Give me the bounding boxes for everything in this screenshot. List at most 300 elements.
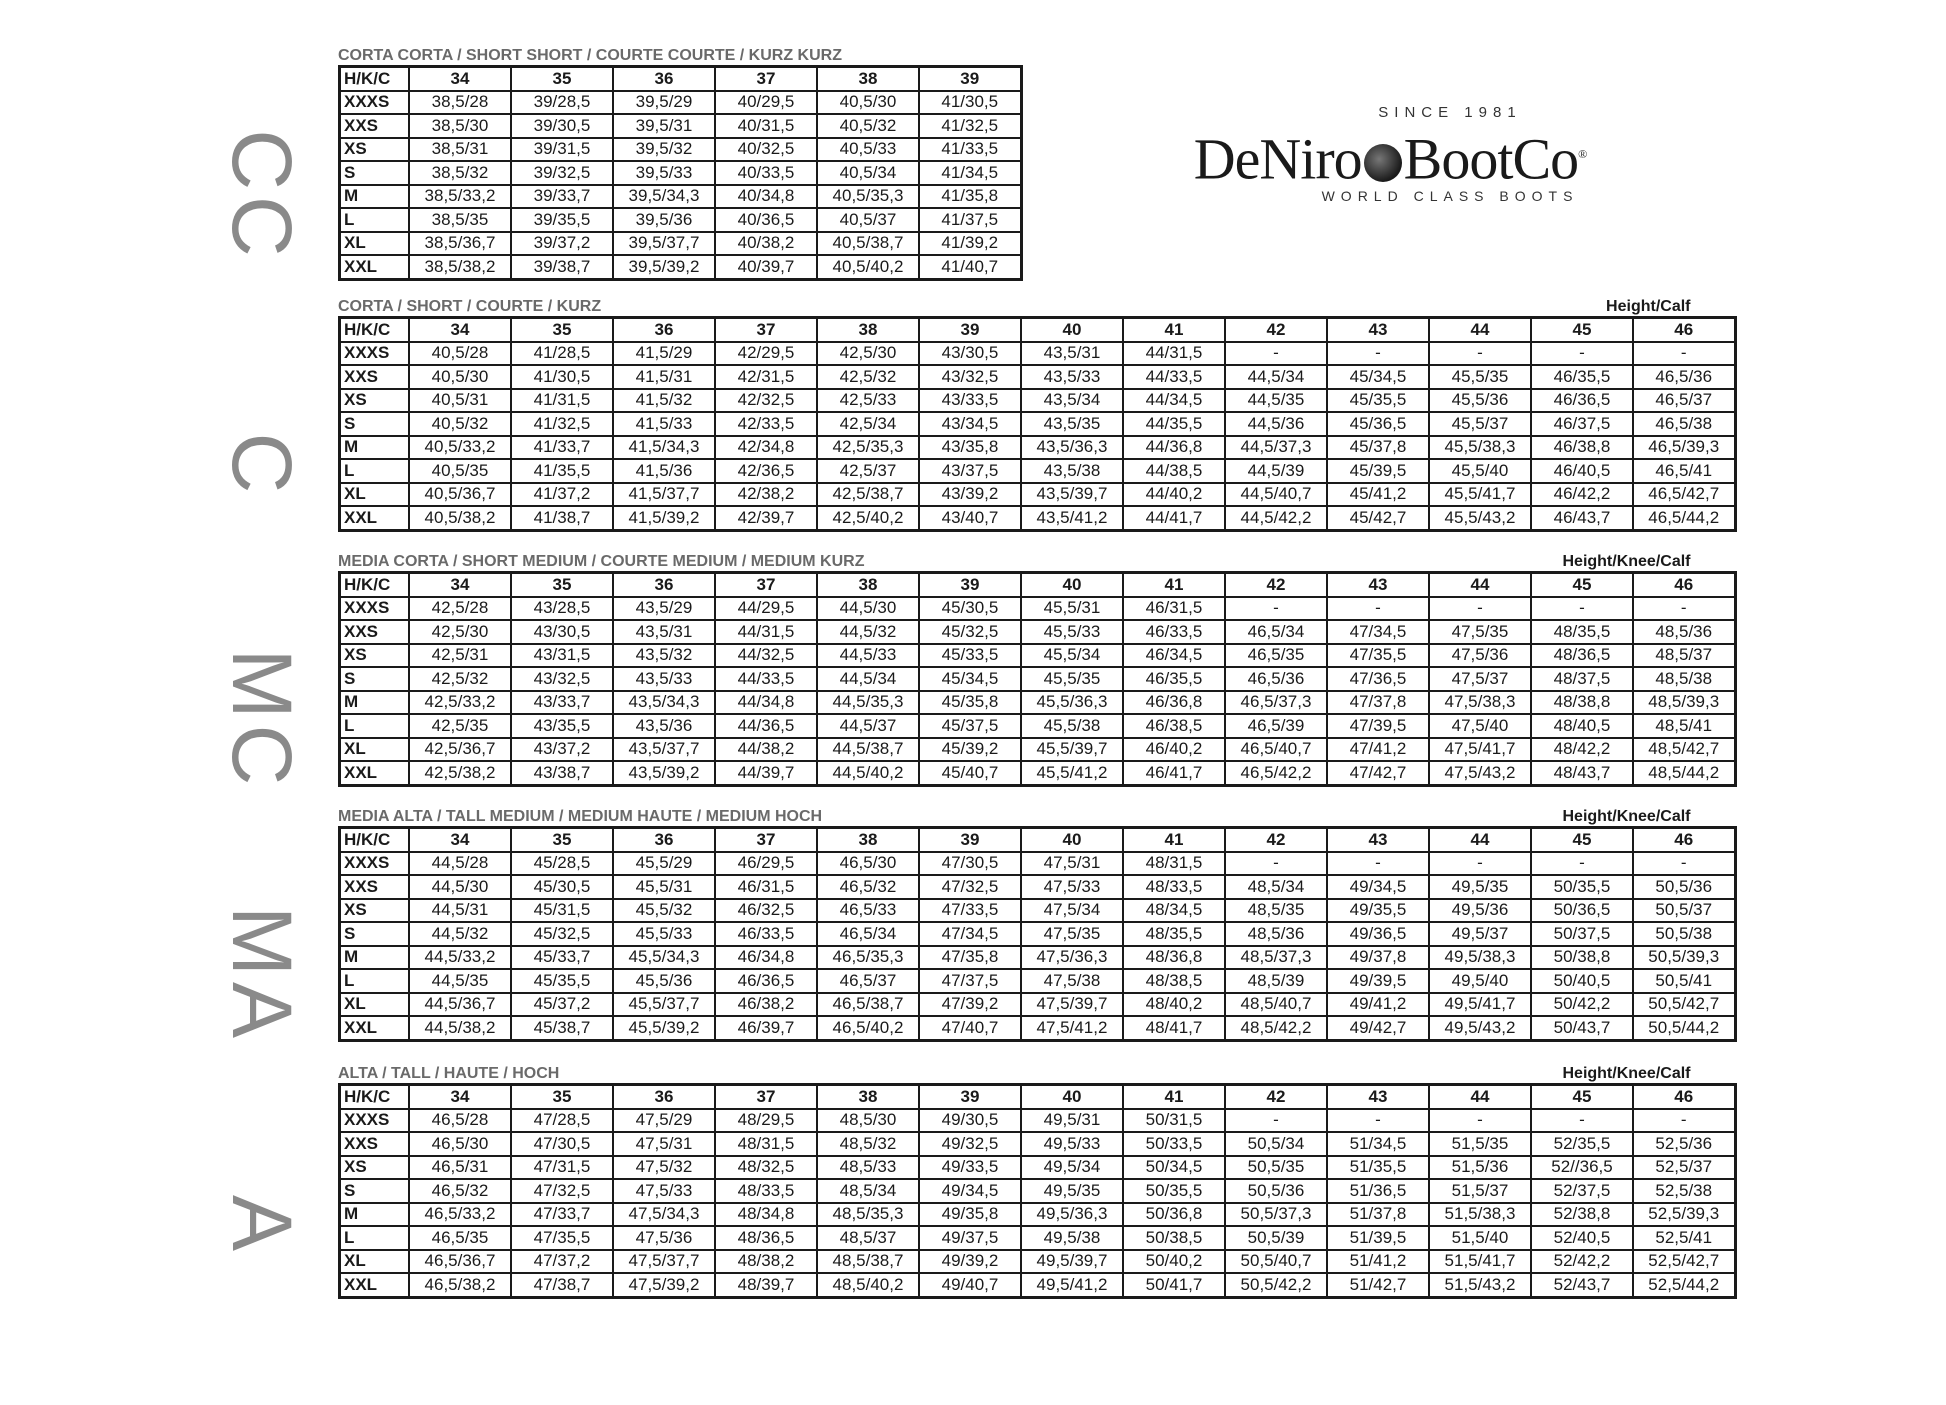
- corner-header: H/K/C: [340, 318, 410, 342]
- measurement-cell: 52/38,8: [1531, 1203, 1633, 1227]
- shoe-size-header: 36: [613, 573, 715, 597]
- measurement-cell: 40/36,5: [715, 208, 817, 232]
- corner-header: H/K/C: [340, 573, 410, 597]
- shoe-size-header: 43: [1327, 318, 1429, 342]
- measurement-cell: 41/31,5: [511, 389, 613, 413]
- brand-logo: [1150, 104, 1630, 204]
- measurement-cell: 51,5/38,3: [1429, 1203, 1531, 1227]
- measurement-cell: 48/36,5: [715, 1226, 817, 1250]
- size-label: XXS: [340, 875, 410, 899]
- measurement-cell: 45/35,5: [511, 969, 613, 993]
- shoe-size-header: 34: [409, 828, 511, 852]
- table-row: [340, 1273, 1736, 1297]
- measurement-cell: 44,5/39: [1225, 459, 1327, 483]
- measurement-cell: 46,5/36: [1225, 667, 1327, 691]
- measurement-cell: 48/36,5: [1531, 644, 1633, 668]
- measurement-cell: 39,5/31: [613, 114, 715, 138]
- measurement-cell: 42,5/33: [817, 389, 919, 413]
- table-row: [340, 412, 1736, 436]
- measurement-cell: 48/34,5: [1123, 899, 1225, 923]
- shoe-size-header: 38: [817, 573, 919, 597]
- measurement-cell: 48,5/37: [817, 1226, 919, 1250]
- measurement-cell: 49/36,5: [1327, 922, 1429, 946]
- measurement-cell: 42,5/32: [817, 365, 919, 389]
- measurement-cell: 46/38,8: [1531, 436, 1633, 460]
- measurement-cell: 43,5/35: [1021, 412, 1123, 436]
- logo-since-text: SINCE 1981: [1378, 104, 1522, 121]
- measurement-cell: 38,5/28: [409, 91, 511, 115]
- corner-header: H/K/C: [340, 1085, 410, 1109]
- measurement-cell: 49,5/35: [1021, 1179, 1123, 1203]
- measurement-cell: 50/35,5: [1531, 875, 1633, 899]
- table-row: [340, 597, 1736, 621]
- measurement-cell: -: [1225, 597, 1327, 621]
- measurement-cell: 45,5/36: [1429, 389, 1531, 413]
- table-row: [340, 342, 1736, 366]
- measurement-cell: 45,5/36,3: [1021, 691, 1123, 715]
- measurement-cell: 48,5/39: [1225, 969, 1327, 993]
- measurement-cell: 44/33,5: [1123, 365, 1225, 389]
- shoe-size-header: 39: [919, 67, 1021, 91]
- measurement-cell: 49,5/41,7: [1429, 993, 1531, 1017]
- measurement-cell: 41/30,5: [511, 365, 613, 389]
- shoe-size-header: 42: [1225, 573, 1327, 597]
- measurement-cell: 40,5/30: [409, 365, 511, 389]
- table-row: [340, 185, 1022, 209]
- measurement-cell: 45/32,5: [919, 620, 1021, 644]
- section-caption: [338, 552, 1737, 571]
- measurement-cell: 47/33,7: [511, 1203, 613, 1227]
- measurement-cell: 52/43,7: [1531, 1273, 1633, 1297]
- measurement-cell: 46,5/38,7: [817, 993, 919, 1017]
- measurement-cell: -: [1429, 1109, 1531, 1133]
- measurement-cell: 46,5/37,3: [1225, 691, 1327, 715]
- measurement-cell: 46/40,2: [1123, 738, 1225, 762]
- table-row: [340, 389, 1736, 413]
- measurement-cell: 44/41,7: [1123, 506, 1225, 530]
- measurement-cell: 41,5/33: [613, 412, 715, 436]
- measurement-cell: 46/31,5: [715, 875, 817, 899]
- measurement-cell: 46,5/41: [1633, 459, 1735, 483]
- size-label: XXL: [340, 1273, 410, 1297]
- measurement-cell: 45/37,5: [919, 714, 1021, 738]
- measurement-cell: 43,5/33: [613, 667, 715, 691]
- measurement-cell: 44,5/34: [1225, 365, 1327, 389]
- table-row: [340, 922, 1736, 946]
- measurement-cell: 45/39,2: [919, 738, 1021, 762]
- shoe-size-header: 34: [409, 573, 511, 597]
- shoe-size-header: 39: [919, 828, 1021, 852]
- shoe-size-header: 38: [817, 1085, 919, 1109]
- measurement-cell: 43/40,7: [919, 506, 1021, 530]
- shoe-size-header: 36: [613, 828, 715, 852]
- shoe-size-header: 40: [1021, 318, 1123, 342]
- measurement-cell: 44/38,2: [715, 738, 817, 762]
- table-row: [340, 232, 1022, 256]
- measurement-cell: 42,5/33,2: [409, 691, 511, 715]
- measurement-cell: 41/37,5: [919, 208, 1021, 232]
- shoe-size-header: 46: [1633, 318, 1735, 342]
- measurement-cell: 51,5/41,7: [1429, 1250, 1531, 1274]
- measurement-cell: 40,5/28: [409, 342, 511, 366]
- measurement-cell: 46,5/42,7: [1633, 483, 1735, 507]
- measurement-cell: 47,5/34,3: [613, 1203, 715, 1227]
- logo-tagline: WORLD CLASS BOOTS: [1321, 188, 1579, 205]
- measurement-cell: 47/34,5: [919, 922, 1021, 946]
- shoe-size-header: 36: [613, 318, 715, 342]
- measurement-cell: 48/42,2: [1531, 738, 1633, 762]
- measurement-cell: -: [1429, 342, 1531, 366]
- table-row: [340, 1179, 1736, 1203]
- measurement-cell: 49,5/35: [1429, 875, 1531, 899]
- shoe-size-header: 44: [1429, 828, 1531, 852]
- size-section-short: [338, 297, 1737, 532]
- measurement-cell: 44,5/40,7: [1225, 483, 1327, 507]
- measurement-cell: 40,5/38,7: [817, 232, 919, 256]
- measurement-cell: 46,5/35: [409, 1226, 511, 1250]
- size-label: M: [340, 436, 410, 460]
- table-row: [340, 91, 1022, 115]
- section-caption: [338, 807, 1737, 826]
- measurement-cell: 46,5/38,2: [409, 1273, 511, 1297]
- measurement-cell: 39/33,7: [511, 185, 613, 209]
- measurement-cell: 47/41,2: [1327, 738, 1429, 762]
- measurement-cell: 46,5/37: [1633, 389, 1735, 413]
- measurement-cell: 45,5/37: [1429, 412, 1531, 436]
- logo-wordmark: [1150, 123, 1630, 190]
- measurement-cell: 48/43,7: [1531, 761, 1633, 785]
- measurement-cell: 52,5/41: [1633, 1226, 1735, 1250]
- measurement-cell: 46,5/37: [817, 969, 919, 993]
- measurement-cell: 40,5/30: [817, 91, 919, 115]
- measurement-cell: 45,5/41,2: [1021, 761, 1123, 785]
- measurement-cell: 49,5/34: [1021, 1156, 1123, 1180]
- measurement-cell: 41/38,7: [511, 506, 613, 530]
- measurement-cell: 43/31,5: [511, 644, 613, 668]
- measurement-cell: 44,5/30: [817, 597, 919, 621]
- measurement-cell: -: [1327, 1109, 1429, 1133]
- measurement-cell: 45/42,7: [1327, 506, 1429, 530]
- measurement-cell: 52/35,5: [1531, 1132, 1633, 1156]
- measurement-cell: 45/41,2: [1327, 483, 1429, 507]
- measurement-cell: 43/28,5: [511, 597, 613, 621]
- measurement-cell: 46/29,5: [715, 852, 817, 876]
- measurement-cell: 39/30,5: [511, 114, 613, 138]
- measurement-cell: 46/37,5: [1531, 412, 1633, 436]
- measurement-cell: 45/32,5: [511, 922, 613, 946]
- shoe-size-header: 35: [511, 67, 613, 91]
- shoe-size-header: 40: [1021, 573, 1123, 597]
- measurement-cell: 44,5/34: [817, 667, 919, 691]
- measurement-cell: 40,5/35: [409, 459, 511, 483]
- measurement-cell: 47/34,5: [1327, 620, 1429, 644]
- measurement-cell: 44,5/31: [409, 899, 511, 923]
- measurement-cell: 48,5/36: [1633, 620, 1735, 644]
- measurement-cell: 50,5/37: [1633, 899, 1735, 923]
- measurement-cell: 46,5/36,7: [409, 1250, 511, 1274]
- measurement-cell: 48/36,8: [1123, 946, 1225, 970]
- header-row: [340, 67, 1022, 91]
- measurement-cell: 52,5/44,2: [1633, 1273, 1735, 1297]
- measurement-cell: 44/29,5: [715, 597, 817, 621]
- shoe-size-header: 39: [919, 573, 1021, 597]
- measurement-cell: 47/37,5: [919, 969, 1021, 993]
- measurement-cell: -: [1327, 852, 1429, 876]
- section-caption: [338, 297, 1737, 316]
- measurement-cell: 50/36,5: [1531, 899, 1633, 923]
- measurement-cell: 40,5/31: [409, 389, 511, 413]
- measurement-cell: 50/35,5: [1123, 1179, 1225, 1203]
- measurement-cell: 46/39,7: [715, 1016, 817, 1040]
- table-row: [340, 899, 1736, 923]
- measurement-cell: 42,5/30: [817, 342, 919, 366]
- table-row: [340, 852, 1736, 876]
- measurement-cell: 48,5/40,2: [817, 1273, 919, 1297]
- table-row: [340, 1109, 1736, 1133]
- side-label-mc: MC: [215, 648, 309, 792]
- measurement-cell: -: [1429, 852, 1531, 876]
- table-row: [340, 208, 1022, 232]
- measurement-cell: 40/31,5: [715, 114, 817, 138]
- measurement-cell: 49/39,5: [1327, 969, 1429, 993]
- header-row: [340, 828, 1736, 852]
- measurement-cell: -: [1225, 1109, 1327, 1133]
- size-table-tall: [338, 1083, 1737, 1299]
- measurement-cell: 45/33,7: [511, 946, 613, 970]
- measurement-cell: 41,5/34,3: [613, 436, 715, 460]
- measurement-cell: 43,5/36,3: [1021, 436, 1123, 460]
- measurement-cell: 47/28,5: [511, 1109, 613, 1133]
- measurement-cell: 48,5/30: [817, 1109, 919, 1133]
- measurement-cell: 40/39,7: [715, 255, 817, 279]
- measurement-cell: 47/35,5: [511, 1226, 613, 1250]
- size-table-short: [338, 316, 1737, 532]
- measurement-cell: 49/41,2: [1327, 993, 1429, 1017]
- measurement-cell: 52,5/42,7: [1633, 1250, 1735, 1274]
- logo-brand-right: BootCo: [1403, 126, 1579, 192]
- measurement-cell: 47/32,5: [511, 1179, 613, 1203]
- measurement-cell: 43,5/31: [1021, 342, 1123, 366]
- measurement-cell: 45/35,8: [919, 691, 1021, 715]
- size-label: XXS: [340, 365, 410, 389]
- measurement-cell: 52,5/39,3: [1633, 1203, 1735, 1227]
- measurement-cell: 46,5/40,2: [817, 1016, 919, 1040]
- size-label: S: [340, 161, 410, 185]
- corner-header: H/K/C: [340, 67, 410, 91]
- measurement-cell: 48/31,5: [715, 1132, 817, 1156]
- size-table-short-short: [338, 65, 1023, 281]
- measurement-cell: 51,5/35: [1429, 1132, 1531, 1156]
- table-row: [340, 714, 1736, 738]
- measurement-cell: 50,5/37,3: [1225, 1203, 1327, 1227]
- measurement-cell: 44,5/37: [817, 714, 919, 738]
- measurement-cell: 40,5/35,3: [817, 185, 919, 209]
- measurement-cell: 41/35,8: [919, 185, 1021, 209]
- measurement-cell: 44/34,5: [1123, 389, 1225, 413]
- table-row: [340, 946, 1736, 970]
- measurement-cell: 48/40,2: [1123, 993, 1225, 1017]
- measurement-cell: 46,5/42,2: [1225, 761, 1327, 785]
- measurement-cell: 45/35,5: [1327, 389, 1429, 413]
- measurement-cell: 47/30,5: [919, 852, 1021, 876]
- measurement-cell: 47/42,7: [1327, 761, 1429, 785]
- measurement-cell: 47/33,5: [919, 899, 1021, 923]
- size-label: XS: [340, 644, 410, 668]
- measurement-cell: 46/33,5: [715, 922, 817, 946]
- measurement-cell: 47,5/36,3: [1021, 946, 1123, 970]
- measurement-cell: 46,5/36: [1633, 365, 1735, 389]
- measurement-cell: 44,5/28: [409, 852, 511, 876]
- section-title: MEDIA CORTA / SHORT MEDIUM / COURTE MEDIUM / MEDIUM KURZ: [338, 553, 865, 570]
- measurement-cell: 39,5/29: [613, 91, 715, 115]
- measurement-cell: 43/30,5: [511, 620, 613, 644]
- measurement-cell: 40,5/34: [817, 161, 919, 185]
- measurement-cell: 50/40,5: [1531, 969, 1633, 993]
- measurement-cell: 45,5/35: [1429, 365, 1531, 389]
- measurement-cell: 43,5/29: [613, 597, 715, 621]
- measurement-cell: 44/34,8: [715, 691, 817, 715]
- measurement-cell: 51,5/37: [1429, 1179, 1531, 1203]
- measurement-cell: 41/30,5: [919, 91, 1021, 115]
- measurement-cell: 43/37,5: [919, 459, 1021, 483]
- size-label: XS: [340, 1156, 410, 1180]
- measurement-cell: 46/32,5: [715, 899, 817, 923]
- measurement-cell: 48/33,5: [1123, 875, 1225, 899]
- measure-label: Height/Knee/Calf: [1562, 1065, 1691, 1082]
- measurement-cell: 45/37,8: [1327, 436, 1429, 460]
- measurement-cell: -: [1225, 852, 1327, 876]
- measurement-cell: 44,5/35,3: [817, 691, 919, 715]
- measurement-cell: 48,5/33: [817, 1156, 919, 1180]
- measurement-cell: -: [1327, 342, 1429, 366]
- measurement-cell: 41/33,5: [919, 138, 1021, 162]
- measurement-cell: 44,5/30: [409, 875, 511, 899]
- size-section-tall-medium: [338, 807, 1737, 1042]
- measurement-cell: 38,5/36,7: [409, 232, 511, 256]
- table-row: [340, 1156, 1736, 1180]
- measurement-cell: 47/38,7: [511, 1273, 613, 1297]
- measurement-cell: 47,5/40: [1429, 714, 1531, 738]
- measurement-cell: 45,5/37,7: [613, 993, 715, 1017]
- table-row: [340, 114, 1022, 138]
- measurement-cell: 45,5/38: [1021, 714, 1123, 738]
- measurement-cell: 42,5/31: [409, 644, 511, 668]
- measurement-cell: 49,5/36,3: [1021, 1203, 1123, 1227]
- measurement-cell: 42/31,5: [715, 365, 817, 389]
- measurement-cell: 47/35,8: [919, 946, 1021, 970]
- measurement-cell: 48/41,7: [1123, 1016, 1225, 1040]
- measurement-cell: -: [1531, 342, 1633, 366]
- measurement-cell: 46/40,5: [1531, 459, 1633, 483]
- measurement-cell: 46/41,7: [1123, 761, 1225, 785]
- measurement-cell: 43/32,5: [919, 365, 1021, 389]
- measurement-cell: 47/39,5: [1327, 714, 1429, 738]
- measurement-cell: 45,5/43,2: [1429, 506, 1531, 530]
- size-label: XL: [340, 993, 410, 1017]
- shoe-size-header: 43: [1327, 1085, 1429, 1109]
- measurement-cell: 47,5/38: [1021, 969, 1123, 993]
- measurement-cell: 51/42,7: [1327, 1273, 1429, 1297]
- measurement-cell: 49/35,8: [919, 1203, 1021, 1227]
- measurement-cell: 50,5/36: [1633, 875, 1735, 899]
- measurement-cell: 46,5/35,3: [817, 946, 919, 970]
- measurement-cell: 44/32,5: [715, 644, 817, 668]
- measurement-cell: 45,5/41,7: [1429, 483, 1531, 507]
- measurement-cell: 47,5/41,7: [1429, 738, 1531, 762]
- size-label: XXXS: [340, 597, 410, 621]
- measurement-cell: 45,5/31: [613, 875, 715, 899]
- measurement-cell: 47/35,5: [1327, 644, 1429, 668]
- table-row: [340, 993, 1736, 1017]
- size-label: XS: [340, 138, 410, 162]
- measurement-cell: 46/33,5: [1123, 620, 1225, 644]
- measurement-cell: 49/34,5: [919, 1179, 1021, 1203]
- measurement-cell: 43/33,7: [511, 691, 613, 715]
- shoe-size-header: 46: [1633, 828, 1735, 852]
- measurement-cell: 50,5/38: [1633, 922, 1735, 946]
- measurement-cell: 43,5/31: [613, 620, 715, 644]
- measurement-cell: 50/40,2: [1123, 1250, 1225, 1274]
- measurement-cell: 47/37,8: [1327, 691, 1429, 715]
- size-label: M: [340, 691, 410, 715]
- measurement-cell: 50/34,5: [1123, 1156, 1225, 1180]
- table-row: [340, 620, 1736, 644]
- measurement-cell: 49/32,5: [919, 1132, 1021, 1156]
- measurement-cell: 41/37,2: [511, 483, 613, 507]
- measurement-cell: 41,5/31: [613, 365, 715, 389]
- measurement-cell: 47/31,5: [511, 1156, 613, 1180]
- table-row: [340, 161, 1022, 185]
- shoe-size-header: 37: [715, 67, 817, 91]
- measurement-cell: 44/33,5: [715, 667, 817, 691]
- size-label: XXL: [340, 506, 410, 530]
- measurement-cell: 41/39,2: [919, 232, 1021, 256]
- measurement-cell: 43/38,7: [511, 761, 613, 785]
- measurement-cell: 44,5/40,2: [817, 761, 919, 785]
- shoe-size-header: 37: [715, 1085, 817, 1109]
- measurement-cell: 47/39,2: [919, 993, 1021, 1017]
- shoe-size-header: 44: [1429, 318, 1531, 342]
- measurement-cell: 39/28,5: [511, 91, 613, 115]
- shoe-size-header: 38: [817, 67, 919, 91]
- table-row: [340, 738, 1736, 762]
- measurement-cell: 39/32,5: [511, 161, 613, 185]
- measurement-cell: 48,5/34: [817, 1179, 919, 1203]
- measurement-cell: -: [1531, 597, 1633, 621]
- measurement-cell: 45,5/40: [1429, 459, 1531, 483]
- measurement-cell: 42/36,5: [715, 459, 817, 483]
- size-section-short-short: [338, 46, 1023, 281]
- measurement-cell: 41,5/29: [613, 342, 715, 366]
- size-label: XXS: [340, 1132, 410, 1156]
- table-row: [340, 1016, 1736, 1040]
- measurement-cell: 40,5/33,2: [409, 436, 511, 460]
- measurement-cell: 47/36,5: [1327, 667, 1429, 691]
- size-label: XL: [340, 232, 410, 256]
- measurement-cell: 45/38,7: [511, 1016, 613, 1040]
- measurement-cell: 38,5/32: [409, 161, 511, 185]
- size-section-tall: [338, 1064, 1737, 1299]
- measurement-cell: -: [1633, 597, 1735, 621]
- measurement-cell: 46,5/34: [1225, 620, 1327, 644]
- measurement-cell: 42/39,7: [715, 506, 817, 530]
- measurement-cell: 43/33,5: [919, 389, 1021, 413]
- measurement-cell: 46/31,5: [1123, 597, 1225, 621]
- measurement-cell: 40,5/32: [817, 114, 919, 138]
- measurement-cell: 44/35,5: [1123, 412, 1225, 436]
- measurement-cell: 39,5/37,7: [613, 232, 715, 256]
- measurement-cell: 50,5/41: [1633, 969, 1735, 993]
